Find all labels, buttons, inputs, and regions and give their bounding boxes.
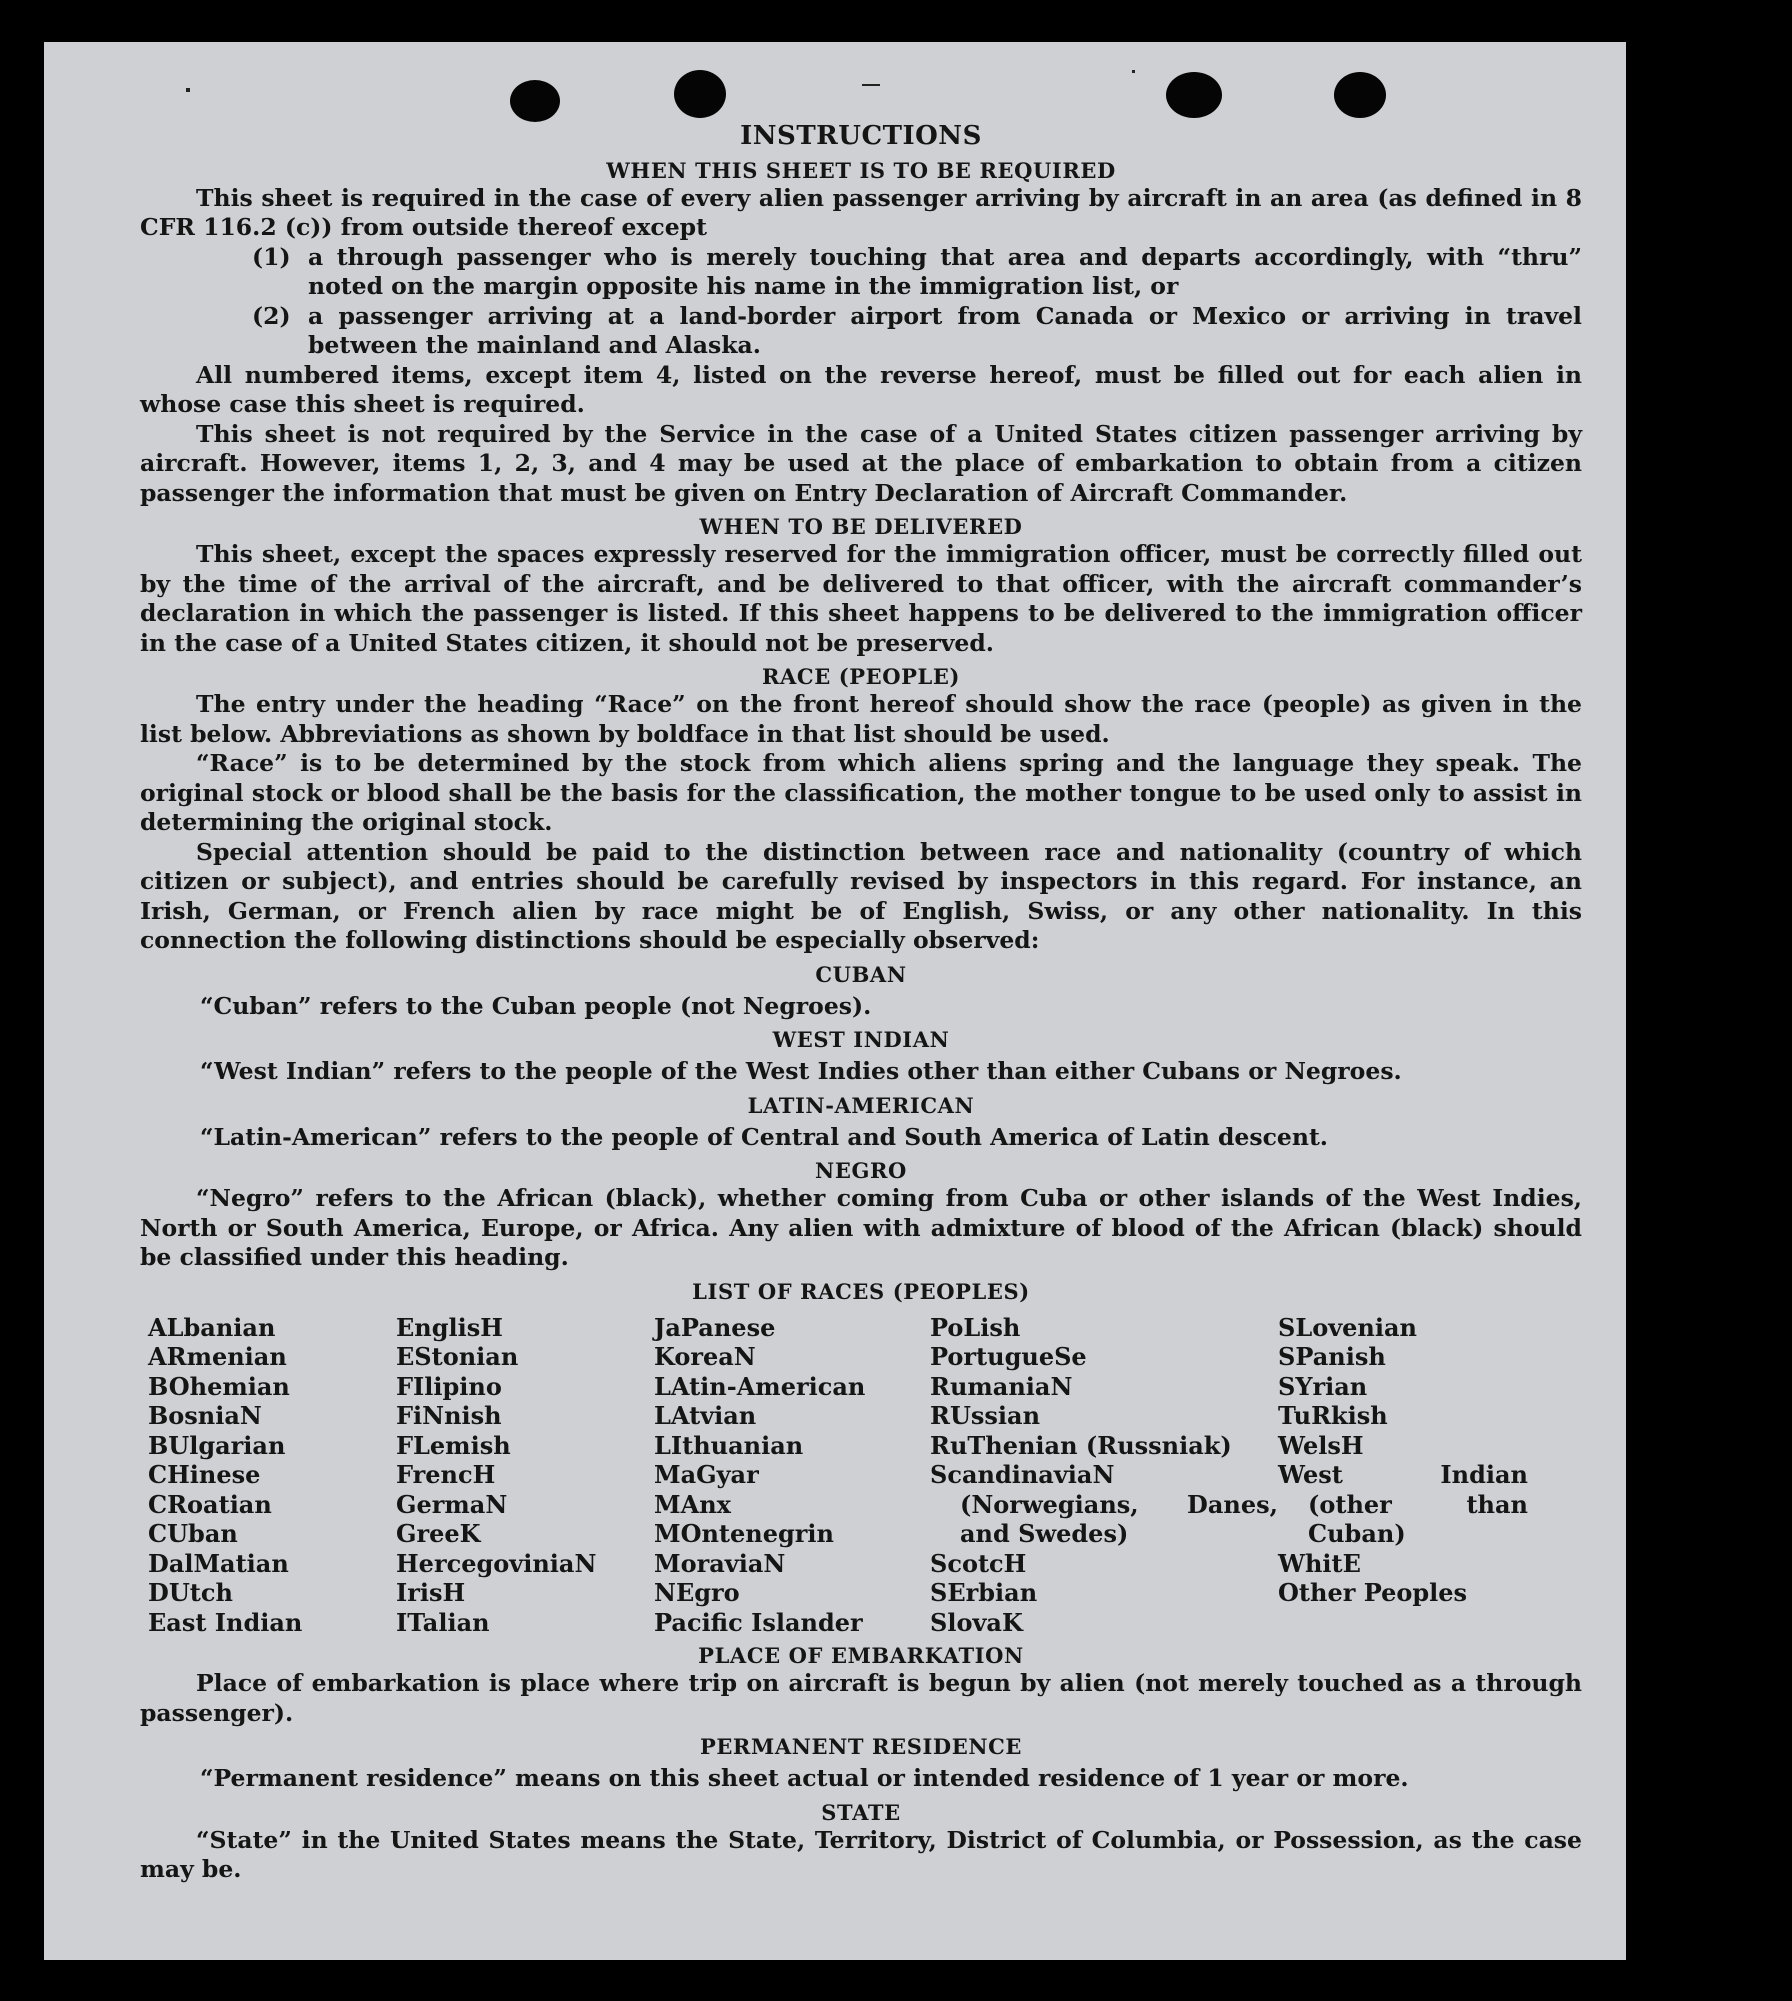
race-item: EnglisH [396,1312,503,1342]
race-item: ScandinaviaN (Norwegians, Danes, and Swedes) [930,1460,1278,1548]
list-item [252,302,1582,361]
race-item: SlovaK [930,1607,1023,1637]
heading-negro: NEGRO [815,1158,907,1183]
paragraph: All numbered items, except item 4, listed on the reverse hereof, must be filled out for each alien in whose case this sheet is required. [140,360,1582,418]
race-item: RUssian [930,1401,1041,1430]
paragraph: “Cuban” refers to the Cuban people (not Negroes). [200,991,872,1020]
race-item: EStonian [396,1342,519,1371]
heading-when-required: WHEN THIS SHEET IS TO BE REQUIRED [606,157,1116,183]
paragraph: Special attention should be paid to the distinction between race and nationality (country of which citizen or subject), and entries should be carefully revised by inspectors in this regard. For instance, an Irish, German, or French alien by race might be of English, Swiss, or any other nationality. In this connection the following distinctions should be especially observed: [140,837,1582,954]
paragraph: This sheet is not required by the Service in the case of a United States citizen passenger arriving by aircraft. However, items 1, 2, 3, and 4 may be used at the place of embarkation to obtain from a citizen passenger the information that must be given on Entry Declaration of Aircraft Commander. [140,419,1582,507]
race-item: SYrian [1278,1371,1368,1401]
race-item: RumaniaN [930,1371,1073,1401]
heading-latin-american: LATIN-AMERICAN [747,1092,975,1118]
heading-permanent-residence: PERMANENT RESIDENCE [699,1734,1023,1759]
paragraph: “West Indian” refers to the people of the West Indies other than either Cubans or Negroes. [200,1057,1402,1085]
paragraph: The entry under the heading “Race” on the front hereof should show the race (people) as given in the list below. Abbreviations as shown by boldface in that list should be used. [140,690,1582,748]
race-item: DalMatian [148,1548,289,1578]
race-column [654,1313,930,1638]
punch-hole [1334,72,1386,118]
race-item: SPanish [1278,1342,1386,1371]
paragraph: This sheet, except the spaces expressly reserved for the immigration officer, must be correctly filled out by the time of the arrival of the aircraft, and be delivered to that officer, with the aircraft commander’s declaration in which the passenger is listed. If this sheet happens to be delivered to the immigration officer in the case of a United States citizen, it should not be preserved. [140,540,1582,657]
paragraph: “Latin-American” refers to the people of Central and South America of Latin descent. [200,1122,1328,1151]
race-list [148,1313,1582,1638]
race-item: CRoatian [148,1489,272,1519]
race-item: WelsH [1278,1430,1364,1460]
document-sheet [44,42,1626,1960]
heading-list-of-races: LIST OF RACES (PEOPLES) [692,1278,1030,1304]
race-item: BUlgarian [148,1430,286,1460]
race-column [396,1313,654,1638]
race-item: MaGyar [654,1460,759,1489]
race-item: MOntenegrin [654,1519,834,1548]
race-item: SErbian [930,1578,1038,1607]
heading-race: RACE (PEOPLE) [761,664,961,689]
race-item: RuThenian (Russniak) [930,1430,1232,1460]
race-item: LAtvian [654,1401,757,1430]
race-item: ScotcH [930,1548,1027,1578]
race-column [1278,1313,1528,1638]
race-item: GreeK [396,1519,481,1548]
race-item: CHinese [148,1460,261,1489]
race-item: ALbanian [148,1312,276,1342]
punch-hole [510,80,560,122]
race-item: MAnx [654,1489,731,1519]
race-item: MoraviaN [654,1548,786,1578]
race-item: ITalian [396,1607,490,1637]
race-item: East Indian [148,1607,303,1637]
race-item: TuRkish [1278,1401,1388,1430]
race-item: GermaN [396,1489,508,1519]
race-item: LAtin-American [654,1371,866,1401]
page-title: INSTRUCTIONS [740,121,982,151]
heading-place-of-embarkation: PLACE OF EMBARKATION [698,1643,1024,1668]
race-item: SLovenian [1278,1312,1417,1342]
race-item: NEgro [654,1578,740,1607]
race-item: FrencH [396,1460,496,1489]
race-column [930,1313,1278,1638]
item-number: (1) [252,242,291,271]
race-item: DUtch [148,1578,233,1607]
item-text: a passenger arriving at a land-border airport from Canada or Mexico or arriving in travel between the mainland and Alaska. [308,301,1582,359]
list-item [252,243,1582,302]
race-item: ARmenian [148,1342,287,1371]
race-item: BosniaN [148,1401,262,1430]
race-item: Other Peoples [1278,1578,1468,1607]
punch-hole [674,70,726,118]
race-item: KoreaN [654,1342,756,1371]
instructions-body [140,122,1582,1885]
race-item: WhitE [1278,1548,1361,1578]
race-item: FiNnish [396,1401,502,1430]
punch-hole [1166,72,1222,118]
paragraph: “Negro” refers to the African (black), whether coming from Cuba or other islands of the West Indies, North or South America, Europe, or Africa. Any alien with admixture of blood of the African (black) should be classified under this heading. [140,1184,1582,1271]
race-item: JaPanese [654,1312,776,1342]
heading-west-indian: WEST INDIAN [772,1027,950,1052]
race-item: LIthuanian [654,1430,804,1460]
paragraph: This sheet is required in the case of every alien passenger arriving by aircraft in an area (as defined in 8 CFR 116.2 (c)) from outside thereof except [140,183,1582,241]
race-item: Pacific Islander [654,1607,863,1637]
race-item: West Indian (other than Cuban) [1278,1460,1528,1548]
race-item: PoLish [930,1312,1021,1342]
scan-speck [862,84,880,86]
paragraph: Place of embarkation is place where trip on aircraft is begun by alien (not merely touched as a through passenger). [140,1669,1582,1727]
race-item: CUban [148,1519,238,1548]
paragraph: “Permanent residence” means on this sheet actual or intended residence of 1 year or more. [200,1764,1409,1792]
item-text: a through passenger who is merely touching that area and departs accordingly, with “thru” noted on the margin opposite his name in the immigration list, or [308,242,1582,300]
heading-state: STATE [821,1799,901,1825]
race-item: HercegoviniaN [396,1548,597,1578]
race-column [148,1313,396,1638]
scan-speck [1132,70,1135,73]
race-item: FIlipino [396,1371,502,1401]
race-item: PortugueSe [930,1342,1087,1371]
heading-cuban: CUBAN [815,961,907,987]
paragraph: “State” in the United States means the State, Territory, District of Columbia, or Possession, as the case may be. [140,1825,1582,1883]
race-item: IrisH [396,1578,466,1607]
race-item: FLemish [396,1430,511,1460]
heading-when-delivered: WHEN TO BE DELIVERED [699,514,1023,539]
race-item: BOhemian [148,1371,290,1401]
paragraph: “Race” is to be determined by the stock from which aliens spring and the language they speak. The original stock or blood shall be the basis for the classification, the mother tongue to be used only to assist in determining the original stock. [140,749,1582,836]
item-number: (2) [252,301,291,330]
scan-speck [186,88,190,92]
